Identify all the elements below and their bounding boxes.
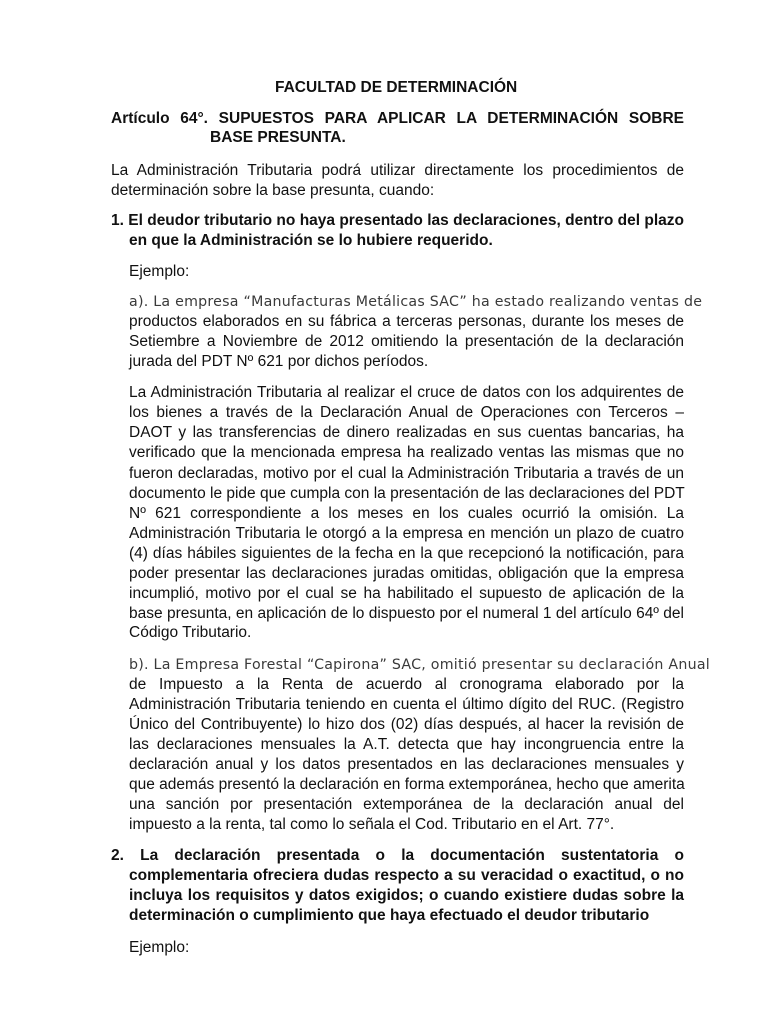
example-b-line-7: que además presentó la declaración en forma extemporánea, hecho que amerita [129, 776, 685, 793]
example-a-line-1: a). La empresa “Manufacturas Metálicas SAC” ha estado realizando ventas de [129, 294, 703, 310]
intro-line-2: determinación sobre la base presunta, cuando: [111, 182, 435, 199]
example-a-detail-line-7: Nº 621 correspondiente a los meses en los cuales ocurrió la omisión. La [129, 505, 684, 522]
example-b-line-6: declaración anual y los datos presentados en las declaraciones mensuales y [129, 756, 684, 773]
example-a-detail-line-9: (4) días hábiles siguientes de la fecha en la que recepcionó la notificación, para [129, 545, 684, 562]
example-b-line-3: Administración Tributaria teniendo en cuenta el último dígito del RUC. (Registro [129, 696, 684, 713]
example-a-detail-line-4: verificado que la mencionada empresa ha realizado ventas las mismas que no [129, 444, 684, 461]
example-b-line-1: b). La Empresa Forestal “Capirona” SAC, omitió presentar su declaración Anual [129, 657, 710, 673]
example-a-detail-line-13: Código Tributario. [129, 624, 252, 641]
item1-example-label: Ejemplo: [129, 263, 190, 280]
example-a-detail-line-6: documento le pide que cumpla con la presentación de las declaraciones del PDT [129, 485, 685, 502]
example-a-detail-line-12: base presunta, en aplicación de lo dispuesto por el numeral 1 del artículo 64º del [129, 605, 684, 622]
example-b-line-2: de Impuesto a la Renta de acuerdo al cronograma elaborado por la [129, 676, 684, 693]
document-heading: FACULTAD DE DETERMINACIÓN [275, 79, 518, 96]
item2-example-label: Ejemplo: [129, 939, 190, 956]
example-a-detail-line-1: La Administración Tributaria al realizar el cruce de datos con los adquirentes de [129, 384, 684, 401]
example-a-detail-line-2: los bienes a través de la Declaración Anual de Operaciones con Terceros – [129, 404, 684, 421]
item2-title-line-2: complementaria ofreciera dudas respecto a su veracidad o exactitud, o no [129, 867, 684, 884]
example-a-line-2: productos elaborados en su fábrica a terceras personas, durante los meses de [129, 313, 684, 330]
item2-title-line-3: incluya los requisitos y datos exigidos; o cuando existiere dudas sobre la [129, 887, 684, 904]
example-a-detail-line-11: incumplió, motivo por el cual se ha habilitado el supuesto de aplicación de la [129, 585, 684, 602]
example-a-detail-line-8: Administración Tributaria le otorgó a la empresa en mención un plazo de cuatro [129, 525, 684, 542]
example-b-line-4: Único del Contribuyente) lo hizo dos (02) días después, al hacer la revisión de [129, 716, 684, 733]
article-title-line-1: Artículo 64°. SUPUESTOS PARA APLICAR LA DETERMINACIÓN SOBRE [111, 110, 684, 127]
item1-title-line-2: en que la Administración se lo hubiere requerido. [129, 232, 493, 249]
example-b-line-9: impuesto a la renta, tal como lo señala el Cod. Tributario en el Art. 77°. [129, 816, 615, 833]
example-b-line-5: las declaraciones mensuales la A.T. detecta que hay incongruencia entre la [129, 736, 684, 753]
item2-title-line-1: 2. La declaración presentada o la documentación sustentatoria o [111, 847, 684, 864]
item1-title-line-1: 1. El deudor tributario no haya presentado las declaraciones, dentro del plazo [111, 212, 684, 229]
article-title-line-2: BASE PRESUNTA. [210, 129, 346, 146]
example-a-detail-line-10: poder presentar las declaraciones juradas omitidas, obligación que la empresa [129, 565, 684, 582]
intro-line-1: La Administración Tributaria podrá utilizar directamente los procedimientos de [111, 162, 684, 179]
item2-title-line-4: determinación o cumplimiento que haya efectuado el deudor tributario [129, 907, 650, 924]
example-a-line-3: Setiembre a Noviembre de 2012 omitiendo la presentación de la declaración [129, 333, 684, 350]
example-a-line-4: jurada del PDT Nº 621 por dichos períodos. [129, 353, 429, 370]
example-b-line-8: una sanción por presentación extemporánea de la declaración anual del [129, 796, 684, 813]
example-a-detail-line-3: DAOT y las transferencias de dinero realizadas en sus cuentas bancarias, ha [129, 424, 684, 441]
example-a-detail-line-5: fueron declaradas, motivo por el cual la Administración Tributaria a través de un [129, 465, 684, 482]
